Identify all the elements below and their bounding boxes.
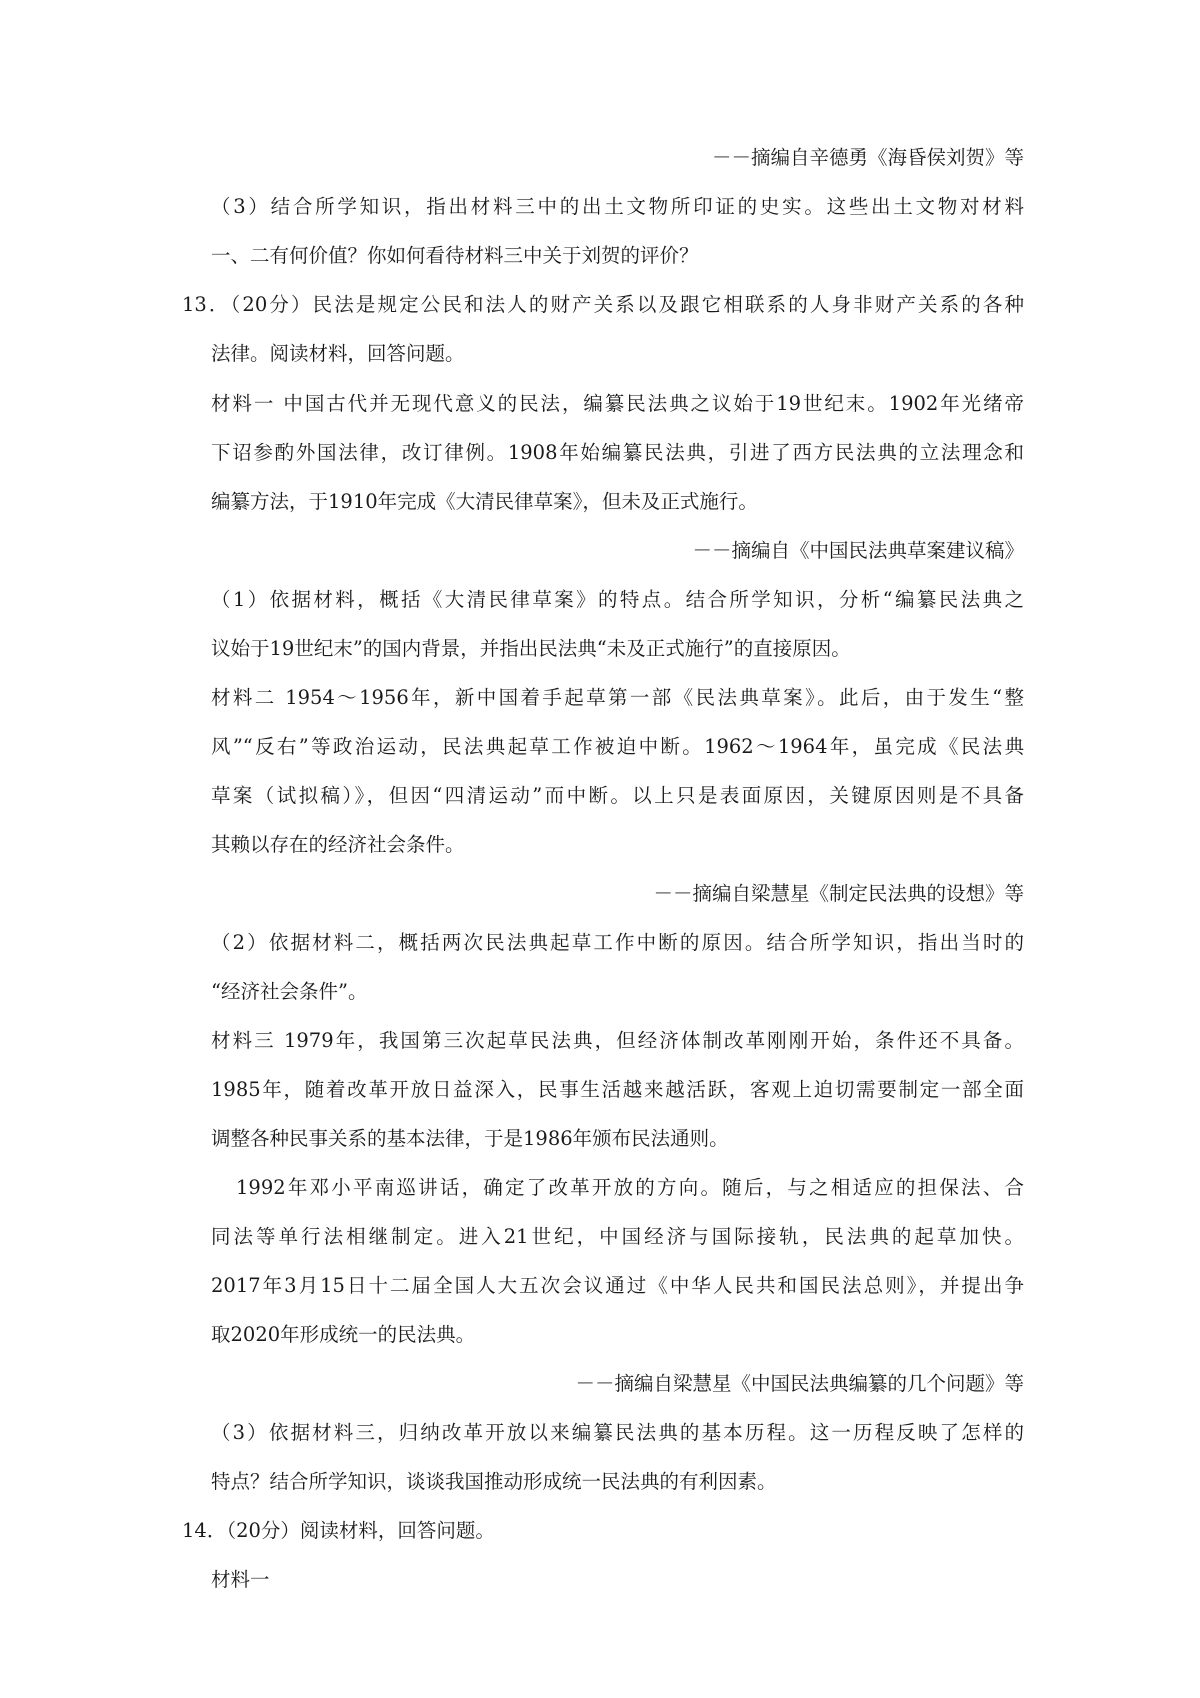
q13-subquestion-3-line-1: （3）依据材料三，归纳改革开放以来编纂民法典的基本历程。这一历程反映了怎样的	[211, 1421, 1024, 1444]
q13-subquestion-3-line-2: 特点？结合所学知识，谈谈我国推动形成统一民法典的有利因素。	[211, 1470, 777, 1493]
q13-source-3: －－摘编自梁慧星《中国民法典编纂的几个问题》等	[575, 1372, 1024, 1395]
q13-source-1: －－摘编自《中国民法典草案建议稿》	[692, 539, 1024, 562]
q13-subquestion-1-line-1: （1）依据材料，概括《大清民律草案》的特点。结合所学知识，分析“编纂民法典之	[211, 588, 1024, 611]
q14-material-1-label: 材料一	[211, 1568, 270, 1591]
q13-subquestion-2-line-2: “经济社会条件”。	[211, 980, 368, 1003]
q13-subquestion-1-line-2: 议始于19世纪末”的国内背景，并指出民法典“未及正式施行”的直接原因。	[211, 637, 851, 660]
q13-source-2: －－摘编自梁慧星《制定民法典的设想》等	[653, 882, 1024, 905]
q13-material-3-para-2-line-3: 2017年3月15日十二届全国人大五次会议通过《中华人民共和国民法总则》，并提出争	[211, 1274, 1024, 1297]
q13-material-2-line-4: 其赖以存在的经济社会条件。	[211, 833, 465, 856]
q13-material-2-line-3: 草案（试拟稿）》，但因“四清运动”而中断。以上只是表面原因，关键原因则是不具备	[211, 784, 1024, 807]
q13-material-3-line-2: 1985年，随着改革开放日益深入，民事生活越来越活跃，客观上迫切需要制定一部全面	[211, 1078, 1024, 1101]
q13-intro-line-2: 法律。阅读材料，回答问题。	[211, 342, 465, 365]
q13-subquestion-2-line-1: （2）依据材料二，概括两次民法典起草工作中断的原因。结合所学知识，指出当时的	[211, 931, 1024, 954]
q12-source-3: －－摘编自辛德勇《海昏侯刘贺》等	[711, 146, 1024, 169]
q13-material-2-line-2: 风”“反右”等政治运动，民法典起草工作被迫中断。1962～1964年，虽完成《民法典	[211, 735, 1024, 758]
q12-subquestion-3-line-1: （3）结合所学知识，指出材料三中的出土文物所印证的史实。这些出土文物对材料	[211, 195, 1024, 218]
q14-intro: 14．（20分）阅读材料，回答问题。	[182, 1519, 495, 1542]
q12-subquestion-3-line-2: 一、二有何价值？你如何看待材料三中关于刘贺的评价？	[211, 244, 699, 267]
q13-material-2-line-1: 材料二 1954～1956年，新中国着手起草第一部《民法典草案》。此后，由于发生“整	[211, 686, 1024, 709]
q13-material-3-para-2-line-2: 同法等单行法相继制定。进入21世纪，中国经济与国际接轨，民法典的起草加快。	[211, 1225, 1024, 1248]
q13-material-1-line-1: 材料一 中国古代并无现代意义的民法，编纂民法典之议始于19世纪末。1902年光绪帝	[211, 392, 1024, 415]
q13-material-3-line-3: 调整各种民事关系的基本法律，于是1986年颁布民法通则。	[211, 1127, 729, 1150]
q13-material-1-line-3: 编纂方法，于1910年完成《大清民律草案》，但未及正式施行。	[211, 490, 758, 513]
q13-material-3-para-2-line-1: 1992年邓小平南巡讲话，确定了改革开放的方向。随后，与之相适应的担保法、合	[236, 1176, 1024, 1199]
q13-material-1-line-2: 下诏参酌外国法律，改订律例。1908年始编纂民法典，引进了西方民法典的立法理念和	[211, 441, 1024, 464]
q13-intro-line-1: 13．（20分）民法是规定公民和法人的财产关系以及跟它相联系的人身非财产关系的各种	[182, 293, 1024, 316]
q13-material-3-para-2-line-4: 取2020年形成统一的民法典。	[211, 1323, 476, 1346]
q13-material-3-line-1: 材料三 1979年，我国第三次起草民法典，但经济体制改革刚刚开始，条件还不具备。	[211, 1029, 1024, 1052]
